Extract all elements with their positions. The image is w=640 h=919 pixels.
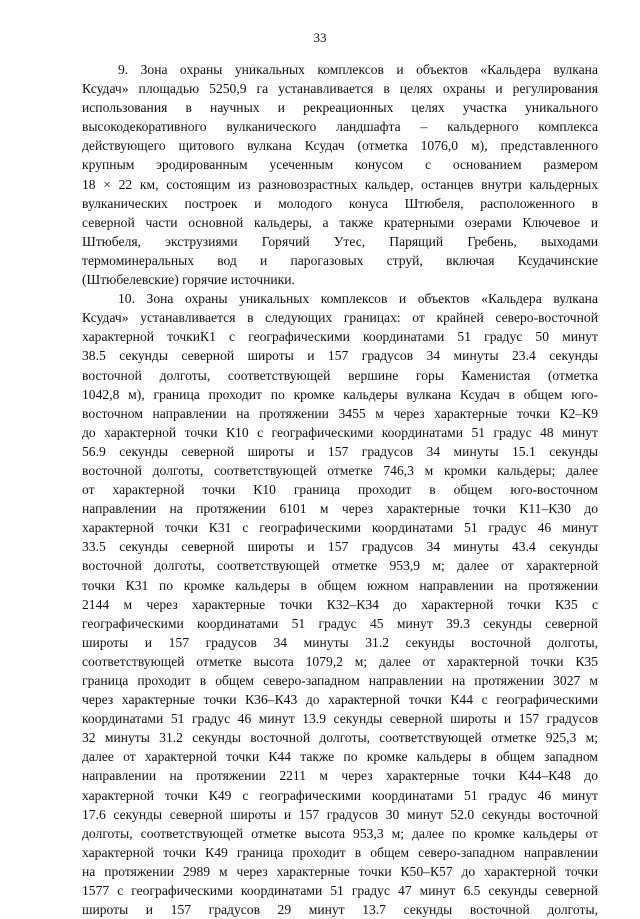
text-line: восточной долготы, соответствующей вершине горы Каменистая (отметка (82, 367, 598, 383)
paragraph-9 (82, 60, 598, 289)
text-line: действующего щитового вулкана Ксудач (отметка 1076,0 м), представленного (82, 138, 598, 154)
text-line: широты и 157 градусов 29 минут 13.7 секунды восточной долготы, (82, 902, 598, 918)
text-line: характерной точки К31 с географическими координатами 51 градус 46 минут (82, 520, 598, 536)
text-line: точки К31 по кромке кальдеры в общем южном направлении на протяжении (82, 577, 598, 593)
text-line: термоминеральных вод и парогазовых струй, включая Ксудачинские (82, 252, 598, 268)
text-line: восточном направлении на протяжении 3455 м через характерные точки К2–К9 (82, 405, 598, 421)
text-line: (Штюбелевские) горячие источники. (82, 272, 295, 288)
document-body (82, 60, 598, 919)
text-line: 18 × 22 км, состоящим из разновозрастных кальдер, останцев внутри кальдерных (82, 176, 598, 192)
text-line: граница проходит в общем северо-западном направлении на протяжении 3027 м (82, 673, 598, 688)
text-line: географическими координатами 51 градус 45 минут 39.3 секунды северной (82, 615, 598, 631)
text-line: использования в научных и рекреационных целях участка уникального (82, 100, 598, 116)
paragraph-10 (82, 289, 598, 919)
text-line: 10. Зона охраны уникальных комплексов и объектов «Кальдера вулкана (118, 291, 598, 307)
page-number: 33 (313, 30, 327, 45)
text-line: далее от характерной точки К44 также по кромке кальдеры в общем западном (82, 749, 598, 765)
text-line: координатами 51 градус 46 минут 13.9 секунды северной широты и 157 градусов (82, 711, 598, 727)
text-line: от характерной точки К10 граница проходит в общем юго-восточном (82, 482, 598, 498)
text-line: крупным эродированным усеченным конусом с основанием размером (82, 157, 598, 173)
text-line: долготы, соответствующей отметке высота 953,3 м; далее по кромке кальдеры от (82, 825, 598, 841)
text-line: 17.6 секунды северной широты и 157 градусов 30 минут 52.0 секунды восточной (82, 806, 598, 822)
text-line: 1042,8 м), граница проходит по кромке кальдеры вулкана Ксудач в общем юго- (82, 386, 598, 402)
text-line: направлении на протяжении 2211 м через характерные точки К44–К48 до (82, 768, 598, 784)
text-line: восточной долготы, соответствующей отметке 746,3 м кромки кальдеры; далее (82, 462, 598, 478)
text-line: широты и 157 градусов 34 минуты 31.2 секунды восточной долготы, (82, 634, 598, 650)
text-line: Ксудач» устанавливается в следующих границах: от крайней северо-восточной (82, 310, 598, 326)
text-line: высокодекоративного вулканического ландшафта – кальдерного комплекса (82, 119, 598, 135)
text-line: 2144 м через характерные точки К32–К34 до характерной точки К35 с (82, 596, 598, 612)
text-line: через характерные точки К36–К43 до характерной точки К44 с географическими (82, 692, 598, 708)
text-line: на протяжении 2989 м через характерные точки К50–К57 до характерной точки (82, 863, 598, 879)
text-line: вулканических построек и молодого конуса Штюбеля, расположенного в (82, 195, 598, 211)
text-line: 32 минуты 31.2 секунды восточной долготы, соответствующей отметке 925,3 м; (82, 730, 598, 746)
text-line: соответствующей отметке высота 1079,2 м; далее от характерной точки К35 (82, 653, 598, 669)
text-line: Штюбеля, экструзиями Горячий Утес, Парящий Гребень, выходами (82, 233, 598, 249)
text-line: 33.5 секунды северной широты и 157 градусов 34 минуты 43.4 секунды (82, 539, 598, 555)
text-line: до характерной точки К10 с географическими координатами 51 градус 48 минут (82, 424, 598, 440)
text-line: 38.5 секунды северной широты и 157 градусов 34 минуты 23.4 секунды (82, 348, 598, 364)
text-line: 9. Зона охраны уникальных комплексов и объектов «Кальдера вулкана (118, 62, 598, 77)
text-line: 1577 с географическими координатами 51 градус 47 минут 6.5 секунды северной (82, 883, 598, 899)
text-line: направлении на протяжении 6101 м через характерные точки К11–К30 до (82, 501, 598, 517)
text-line: характерной точкиК1 с географическими координатами 51 градус 50 минут (82, 329, 598, 345)
text-line: северной части основной кальдеры, а также кратерными озерами Ключевое и (82, 214, 598, 230)
text-line: Ксудач» площадью 5250,9 га устанавливается в целях охраны и регулирования (82, 81, 598, 97)
text-line: 56.9 секунды северной широты и 157 градусов 34 минуты 15.1 секунды (82, 443, 598, 459)
text-line: восточной долготы, соответствующей отметке 953,9 м; далее от характерной (82, 558, 598, 574)
text-line: характерной точки К49 с географическими координатами 51 градус 46 минут (82, 787, 598, 803)
text-line: характерной точки К49 граница проходит в общем северо-западном направлении (82, 844, 598, 860)
